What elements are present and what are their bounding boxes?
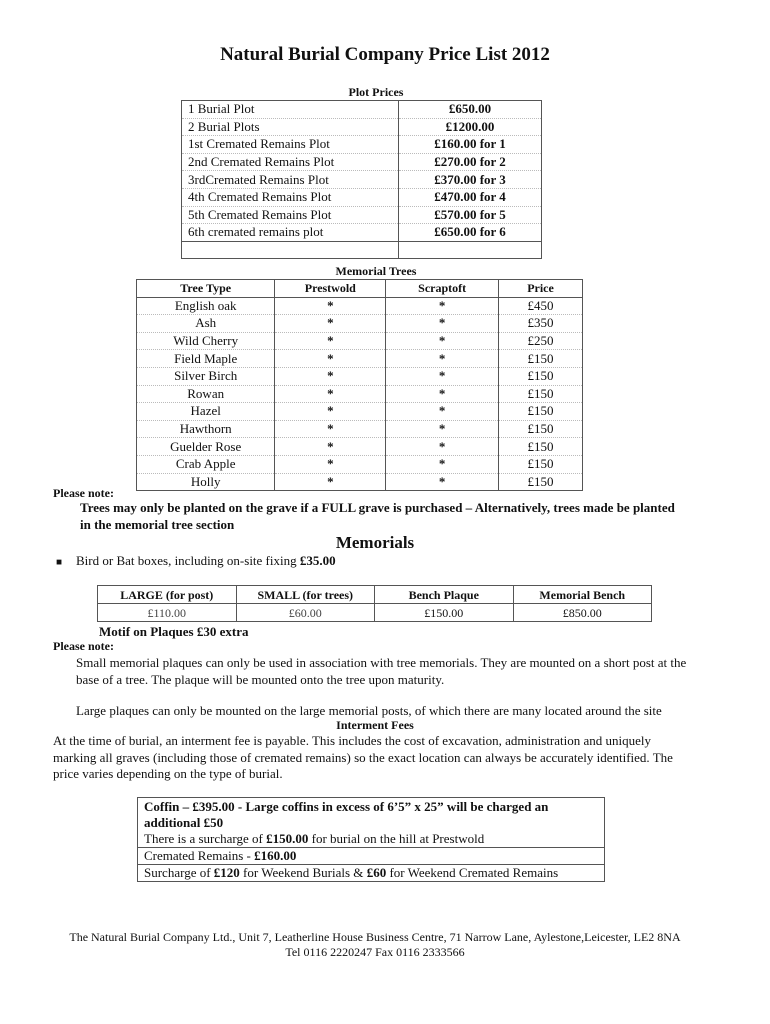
- interment-text: At the time of burial, an interment fee is payable. This includes the cost of excavation, administration and uniquely marking all graves (including those of cremated remains) so the exact location can always be accurately identified. The price varies depending on the type of burial.: [53, 733, 673, 781]
- plot-prices-heading: Plot Prices: [348, 85, 404, 99]
- plot-item-empty: [182, 241, 399, 258]
- scraptoft-availability: *: [386, 455, 499, 473]
- tree-row: [137, 332, 583, 350]
- mem-header-bench-plaque: Bench Plaque: [375, 586, 514, 604]
- plot-price-row: [182, 171, 542, 189]
- plot-price-row: [182, 206, 542, 224]
- plot-item: 4th Cremated Remains Plot: [182, 188, 399, 206]
- bird-bat-boxes: [76, 553, 336, 569]
- scraptoft-availability: *: [386, 315, 499, 333]
- tree-row: [137, 403, 583, 421]
- bullet-icon: ■: [56, 557, 63, 568]
- plot-item: 6th cremated remains plot: [182, 224, 399, 242]
- weekend-cremated-price: £60: [366, 865, 387, 880]
- mem-header-large: LARGE (for post): [98, 586, 237, 604]
- trees-header-cell: Price: [499, 280, 583, 298]
- mem-header-small: SMALL (for trees): [236, 586, 375, 604]
- plot-price: £650.00 for 6: [399, 224, 542, 242]
- plot-price-row: [182, 188, 542, 206]
- plot-price-empty: [399, 241, 542, 258]
- trees-header-row: [137, 280, 583, 298]
- footer-phone: Tel 0116 2220247 Fax 0116 2333566: [285, 945, 465, 959]
- plot-prices-table: [181, 100, 542, 259]
- plot-price-empty-row: [182, 241, 542, 258]
- prestwold-availability: *: [275, 350, 386, 368]
- mem-value-large: £110.00: [98, 604, 237, 622]
- footer-address: The Natural Burial Company Ltd., Unit 7, Leatherline House Business Centre, 71 Narrow Lane, Aylestone,Leicester, LE2 8NA: [69, 930, 681, 944]
- plot-item: 1 Burial Plot: [182, 101, 399, 119]
- hill-surcharge-text-2: for burial on the hill at Prestwold: [308, 831, 485, 846]
- mem-header-memorial-bench: Memorial Bench: [513, 586, 652, 604]
- tree-row: [137, 455, 583, 473]
- tree-type: Crab Apple: [137, 455, 275, 473]
- mem-value-small: £60.00: [236, 604, 375, 622]
- tree-row: [137, 385, 583, 403]
- scraptoft-availability: *: [386, 420, 499, 438]
- tree-row: [137, 438, 583, 456]
- scraptoft-availability: *: [386, 332, 499, 350]
- weekend-text-1: Surcharge of: [144, 865, 214, 880]
- plot-price-row: [182, 224, 542, 242]
- trees-header-cell: Prestwold: [275, 280, 386, 298]
- tree-type: Hazel: [137, 403, 275, 421]
- mem-value-memorial-bench: £850.00: [513, 604, 652, 622]
- note2-para2: Large plaques can only be mounted on the large memorial posts, of which there are many located around the site: [76, 703, 662, 718]
- cremated-remains-text: Cremated Remains -: [144, 848, 255, 863]
- memorials-heading: Memorials: [335, 533, 415, 552]
- scraptoft-availability: *: [386, 438, 499, 456]
- scraptoft-availability: *: [386, 297, 499, 315]
- tree-type: Wild Cherry: [137, 332, 275, 350]
- weekend-text-3: for Weekend Cremated Remains: [386, 865, 559, 880]
- tree-type: Rowan: [137, 385, 275, 403]
- tree-row: [137, 367, 583, 385]
- plot-price: £370.00 for 3: [399, 171, 542, 189]
- plot-price: £650.00: [399, 101, 542, 119]
- tree-price: £150: [499, 473, 583, 491]
- tree-price: £150: [499, 350, 583, 368]
- prestwold-availability: *: [275, 297, 386, 315]
- note1-text: Trees may only be planted on the grave if a FULL grave is purchased – Alternatively, trees made be planted in the memorial tree section: [80, 500, 675, 532]
- plot-price: £1200.00: [399, 118, 542, 136]
- tree-price: £150: [499, 438, 583, 456]
- tree-row: [137, 473, 583, 491]
- tree-type: Silver Birch: [137, 367, 275, 385]
- note1-label: Please note:: [53, 486, 114, 500]
- trees-header-cell: Scraptoft: [386, 280, 499, 298]
- plot-item: 2 Burial Plots: [182, 118, 399, 136]
- mem-value-bench-plaque: £150.00: [375, 604, 514, 622]
- prestwold-availability: *: [275, 455, 386, 473]
- burial-fees-box: [137, 797, 605, 882]
- memorial-trees-table: [136, 279, 583, 491]
- tree-row: [137, 420, 583, 438]
- tree-type: Holly: [137, 473, 275, 491]
- plot-price-row: [182, 153, 542, 171]
- plot-price-row: [182, 136, 542, 154]
- plot-price: £160.00 for 1: [399, 136, 542, 154]
- plot-item: 3rdCremated Remains Plot: [182, 171, 399, 189]
- note2-label: Please note:: [53, 639, 114, 653]
- scraptoft-availability: *: [386, 385, 499, 403]
- prestwold-availability: *: [275, 315, 386, 333]
- note2-para1: Small memorial plaques can only be used in association with tree memorials. They are mounted on a short post at the base of a tree. The plaque will be mounted onto the tree upon maturity.: [76, 655, 687, 687]
- cremated-remains-price: £160.00: [254, 848, 297, 863]
- hill-surcharge-text: There is a surcharge of: [144, 831, 267, 846]
- tree-row: [137, 315, 583, 333]
- prestwold-availability: *: [275, 473, 386, 491]
- hill-surcharge-price: £150.00: [266, 831, 309, 846]
- page-title: Natural Burial Company Price List 2012: [220, 44, 550, 65]
- prestwold-availability: *: [275, 385, 386, 403]
- plot-item: 5th Cremated Remains Plot: [182, 206, 399, 224]
- trees-header-cell: Tree Type: [137, 280, 275, 298]
- plot-item: 1st Cremated Remains Plot: [182, 136, 399, 154]
- memorial-trees-heading: Memorial Trees: [335, 264, 417, 278]
- scraptoft-availability: *: [386, 473, 499, 491]
- bird-bat-price: £35.00: [299, 553, 336, 568]
- prestwold-availability: *: [275, 438, 386, 456]
- tree-type: Ash: [137, 315, 275, 333]
- prestwold-availability: *: [275, 332, 386, 350]
- prestwold-availability: *: [275, 403, 386, 421]
- tree-row: [137, 297, 583, 315]
- motif-extra: Motif on Plaques £30 extra: [99, 624, 249, 639]
- weekend-burial-price: £120: [213, 865, 240, 880]
- tree-type: Hawthorn: [137, 420, 275, 438]
- hill-surcharge: [138, 831, 604, 847]
- prestwold-availability: *: [275, 420, 386, 438]
- memorials-table: [97, 585, 652, 622]
- prestwold-availability: *: [275, 367, 386, 385]
- weekend-text-2: for Weekend Burials &: [239, 865, 367, 880]
- tree-price: £450: [499, 297, 583, 315]
- tree-type: Guelder Rose: [137, 438, 275, 456]
- tree-price: £250: [499, 332, 583, 350]
- tree-price: £150: [499, 455, 583, 473]
- tree-price: £150: [499, 403, 583, 421]
- scraptoft-availability: *: [386, 367, 499, 385]
- coffin-fee: Coffin – £395.00 - Large coffins in excess of 6’5” x 25” will be charged an additional £50: [144, 799, 549, 830]
- tree-price: £350: [499, 315, 583, 333]
- scraptoft-availability: *: [386, 350, 499, 368]
- plot-price: £270.00 for 2: [399, 153, 542, 171]
- tree-price: £150: [499, 367, 583, 385]
- plot-price-row: [182, 118, 542, 136]
- tree-type: Field Maple: [137, 350, 275, 368]
- bird-bat-text: Bird or Bat boxes, including on-site fixing: [76, 553, 300, 568]
- cremated-remains-fee: [138, 847, 604, 864]
- plot-price-row: [182, 101, 542, 119]
- tree-price: £150: [499, 420, 583, 438]
- weekend-surcharge: [138, 864, 604, 881]
- plot-item: 2nd Cremated Remains Plot: [182, 153, 399, 171]
- plot-price: £570.00 for 5: [399, 206, 542, 224]
- tree-type: English oak: [137, 297, 275, 315]
- plot-price: £470.00 for 4: [399, 188, 542, 206]
- scraptoft-availability: *: [386, 403, 499, 421]
- tree-row: [137, 350, 583, 368]
- interment-heading: Interment Fees: [336, 718, 414, 732]
- tree-price: £150: [499, 385, 583, 403]
